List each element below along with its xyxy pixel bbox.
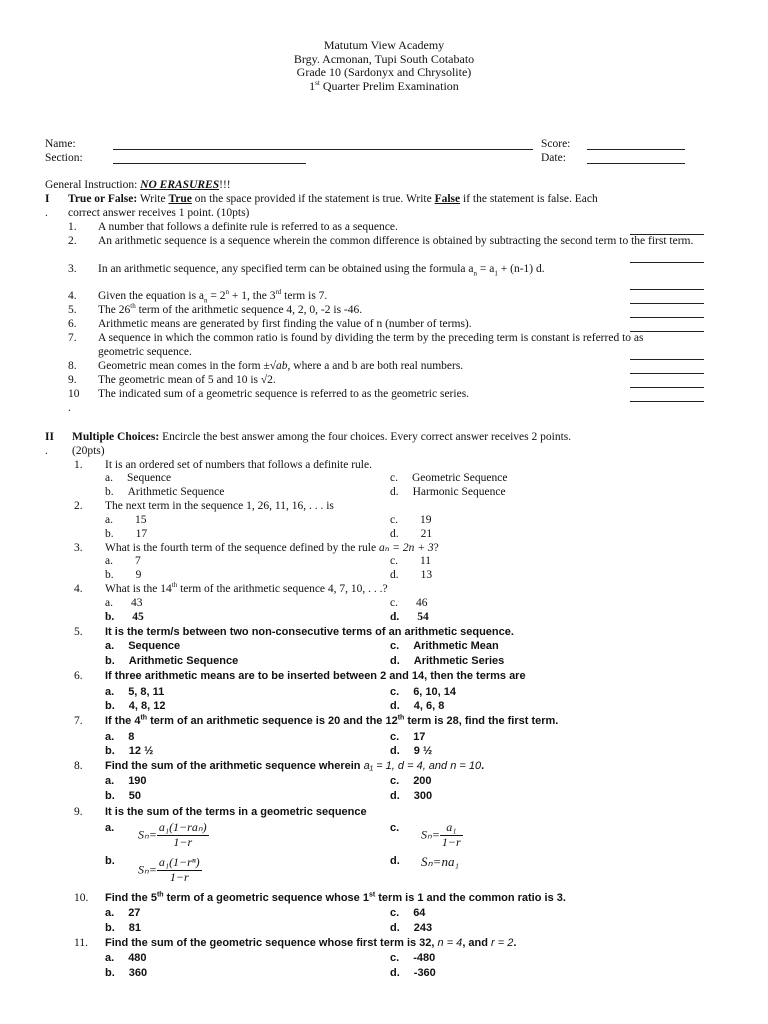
section-label: Section: [45,152,83,164]
formula-c: Sₙ= $\frac{\text{a₁}}{1-r}$ [421,820,461,849]
option-a[interactable]: a. 43 [105,597,143,609]
formula-d: Sₙ=na₁ [421,854,459,869]
section-field[interactable] [113,152,306,164]
option-a[interactable]: a. 8 [105,731,135,743]
option-b[interactable]: b. 4, 8, 12 [105,700,166,712]
option-b[interactable]: b. Arithmetic Sequence [105,655,239,667]
option-d[interactable]: d. 300 [390,790,433,802]
option-c[interactable]: c. 17 [390,731,426,743]
option-a[interactable]: a. 190 [105,775,147,787]
score-label: Score: [541,138,571,150]
score-field[interactable] [587,138,685,150]
part1-dot: . [45,207,48,219]
tf-answer-blank-7[interactable] [630,358,704,360]
name-label: Name: [45,138,76,150]
option-d[interactable]: d. [390,855,400,867]
option-d[interactable]: d. -360 [390,967,436,979]
date-label: Date: [541,152,566,164]
option-d[interactable]: d. 54 [390,611,429,623]
name-field[interactable] [113,138,533,150]
tf-answer-blank-2[interactable] [630,261,704,263]
exam-title: 1st Quarter Prelim Examination [309,78,459,93]
option-b[interactable]: b. 17 [105,528,148,540]
general-instruction: General Instruction: NO ERASURES!!! [45,179,231,191]
option-d[interactable]: d. 13 [390,569,433,581]
tf-answer-blank-8[interactable] [630,372,704,374]
option-c[interactable]: c. 19 [390,514,432,526]
option-b[interactable]: b. 45 [105,611,144,623]
option-a[interactable]: a. 5, 8, 11 [105,686,165,698]
option-a[interactable]: a. 15 [105,514,147,526]
option-a[interactable]: a. Sequence [105,472,172,484]
part2-roman: II [45,431,54,443]
option-b[interactable]: b. 81 [105,922,142,934]
option-a[interactable]: a. Sequence [105,640,181,652]
grade-level: Grade 10 (Sardonyx and Chrysolite) [296,65,472,80]
option-c[interactable]: c. 64 [390,907,426,919]
part1-instruction: True or False: Write True on the space provided if the statement is true. Write False if the statement is false. Each [68,193,598,205]
option-c[interactable]: c. [390,822,400,834]
option-d[interactable]: d. 243 [390,922,433,934]
option-c[interactable]: c. Geometric Sequence [390,472,508,484]
option-c[interactable]: c. Arithmetic Mean [390,640,499,652]
option-b[interactable]: b. 50 [105,790,142,802]
tf-answer-blank-4[interactable] [630,302,704,304]
option-d[interactable]: d. Arithmetic Series [390,655,505,667]
option-b[interactable]: b. 12 ½ [105,745,154,757]
part1-roman: I [45,193,50,205]
option-b[interactable]: b. 360 [105,967,148,979]
tf-answer-blank-9[interactable] [630,386,704,388]
date-field[interactable] [587,152,685,164]
school-address: Brgy. Acmonan, Tupi South Cotabato [293,51,475,66]
part2-instruction: Multiple Choices: Encircle the best answer among the four choices. Every correct answer receives 2 points. [72,431,572,443]
option-c[interactable]: c. 6, 10, 14 [390,686,457,698]
option-a[interactable]: a. [105,822,115,834]
tf-answer-blank-10[interactable] [630,400,704,402]
option-b[interactable]: b. 9 [105,569,142,581]
tf-answer-blank-3[interactable] [630,288,704,290]
formula-b: Sₙ= $\frac{\text{a₁(1−rⁿ)}}{1-r}$ [138,855,200,884]
option-c[interactable]: c. 11 [390,555,432,567]
option-c[interactable]: c. 200 [390,775,432,787]
option-a[interactable]: a. 7 [105,555,141,567]
option-d[interactable]: d. 4, 6, 8 [390,700,445,712]
option-d[interactable]: d. 9 ½ [390,745,433,757]
option-d[interactable]: d. Harmonic Sequence [390,486,506,498]
option-c[interactable]: c. 46 [390,597,428,609]
exam-page: Matutum View Academy Brgy. Acmonan, Tupi South Cotabato Grade 10 (Sardonyx and Chrysolite) 1st Quarter Prelim Examination Name: Score: Section: Date: General Instruction: NO ERASURES!!! I . True or False: Write True on the space provided if the statement is true. Write False if the statement is false. Each correct answer receives 1 point. (10pts) 1. A number that follows a definite rule is referred to as a sequence. 2. An arithmetic sequence is a sequence wherein the common difference is obtained by subtracting the second term to the first term. 3. In an arithmetic sequence, any specified term can be obtained using the formula $a_n = a_1 + (n-1)$ d. 4. Given the equation is $a_n = 2^n + 1$, the 3rd term is 7. 5. The 26th term of the arithmetic sequence 4, 2, 0, -2 is -46. 6. Arithmetic means are generated by first finding the value of n (number of terms). 7. A sequence in which the common ratio is found by dividing the term by the preceding term is constant is referred to as geometric sequence. 8. Geometric mean comes in the form ±√ab, where a and b are both real numbers. 9. The geometric mean of 5 and 10 is √2. 10 . The indicated sum of a geometric sequence is referred to as the geometric series. II . Multiple Choices: Encircle the best answer among the four choices. Every correct answer receives 2 points. (20pts) 1. It is an ordered set of numbers that follows a definite rule. a. Sequence b. Arithmetic Sequence c. Geometric Sequence d. Harmonic Sequence 2. The next term in the sequence 1, 26, 11, 16, . . . is a. 15 b. 17 c. 19 d. 21 3. What is the fourth term of the sequence defined by the rule aₙ = 2n + 3? a. 7 b. 9 c. 11 d. 13 4. What is the 14th term of the arithmetic sequence 4, 7, 10, . . .? a. 43 b. 45 c. 46 d. 54 5. It is the term/s between two non-consecutive terms of an arithmetic sequence. a. Sequence b. Arithmetic Sequence c. Arithmetic Mean d. Arithmetic Series 6. If three arithmetic means are to be inserted between 2 and 14, then the terms are a. 5, 8, 11 b. 4, 8, 12 c. 6, 10, 14 d. 4, 6, 8 7. If the 4th term of an arithmetic sequence is 20 and the 12th term is 28, find the first term. a. 8 b. 12 ½ c. 17 d. 9 ½ 8. Find the sum of the arithmetic sequence wherein a₁ = 1, d = 4, and n = 10. a. 190 b. 50 c. 200 d. 300 9. It is the sum of the terms in a geometric sequence a. Sₙ= $\frac{\text{a₁(1−raₙ)}}{1-r}$ b. Sₙ= $\frac{\text{a₁(1−rⁿ)}}{1-r}$ c. Sₙ= $\frac{\text{a₁}}{1-r}$ d. Sₙ=na₁ 10. Find the 5th term of a geometric sequence whose 1st term is 1 and the common ratio is 3. a. 27 b. 81 c. 64 d. 243 11. Find the sum of the geometric sequence whose first term is 32, n = 4, and r = 2. a. 480 b. 360 c. -480 d. -360 [0,0,768,1024]
option-c[interactable]: c. -480 [390,952,436,964]
option-d[interactable]: d. 21 [390,528,433,540]
option-a[interactable]: a. 480 [105,952,147,964]
option-b[interactable]: b. Arithmetic Sequence [105,486,225,498]
school-name: Matutum View Academy [323,38,445,52]
formula-a: Sₙ= $\frac{\text{a₁(1−raₙ)}}{1-r}$ [138,820,207,849]
tf-answer-blank-5[interactable] [630,316,704,318]
option-b[interactable]: b. [105,855,115,867]
part2-dot: . [45,445,48,457]
option-a[interactable]: a. 27 [105,907,141,919]
part2-instruction-line2: (20pts) [72,445,105,457]
exam-header [0,39,768,93]
part1-instruction-line2: correct answer receives 1 point. (10pts) [68,207,250,219]
